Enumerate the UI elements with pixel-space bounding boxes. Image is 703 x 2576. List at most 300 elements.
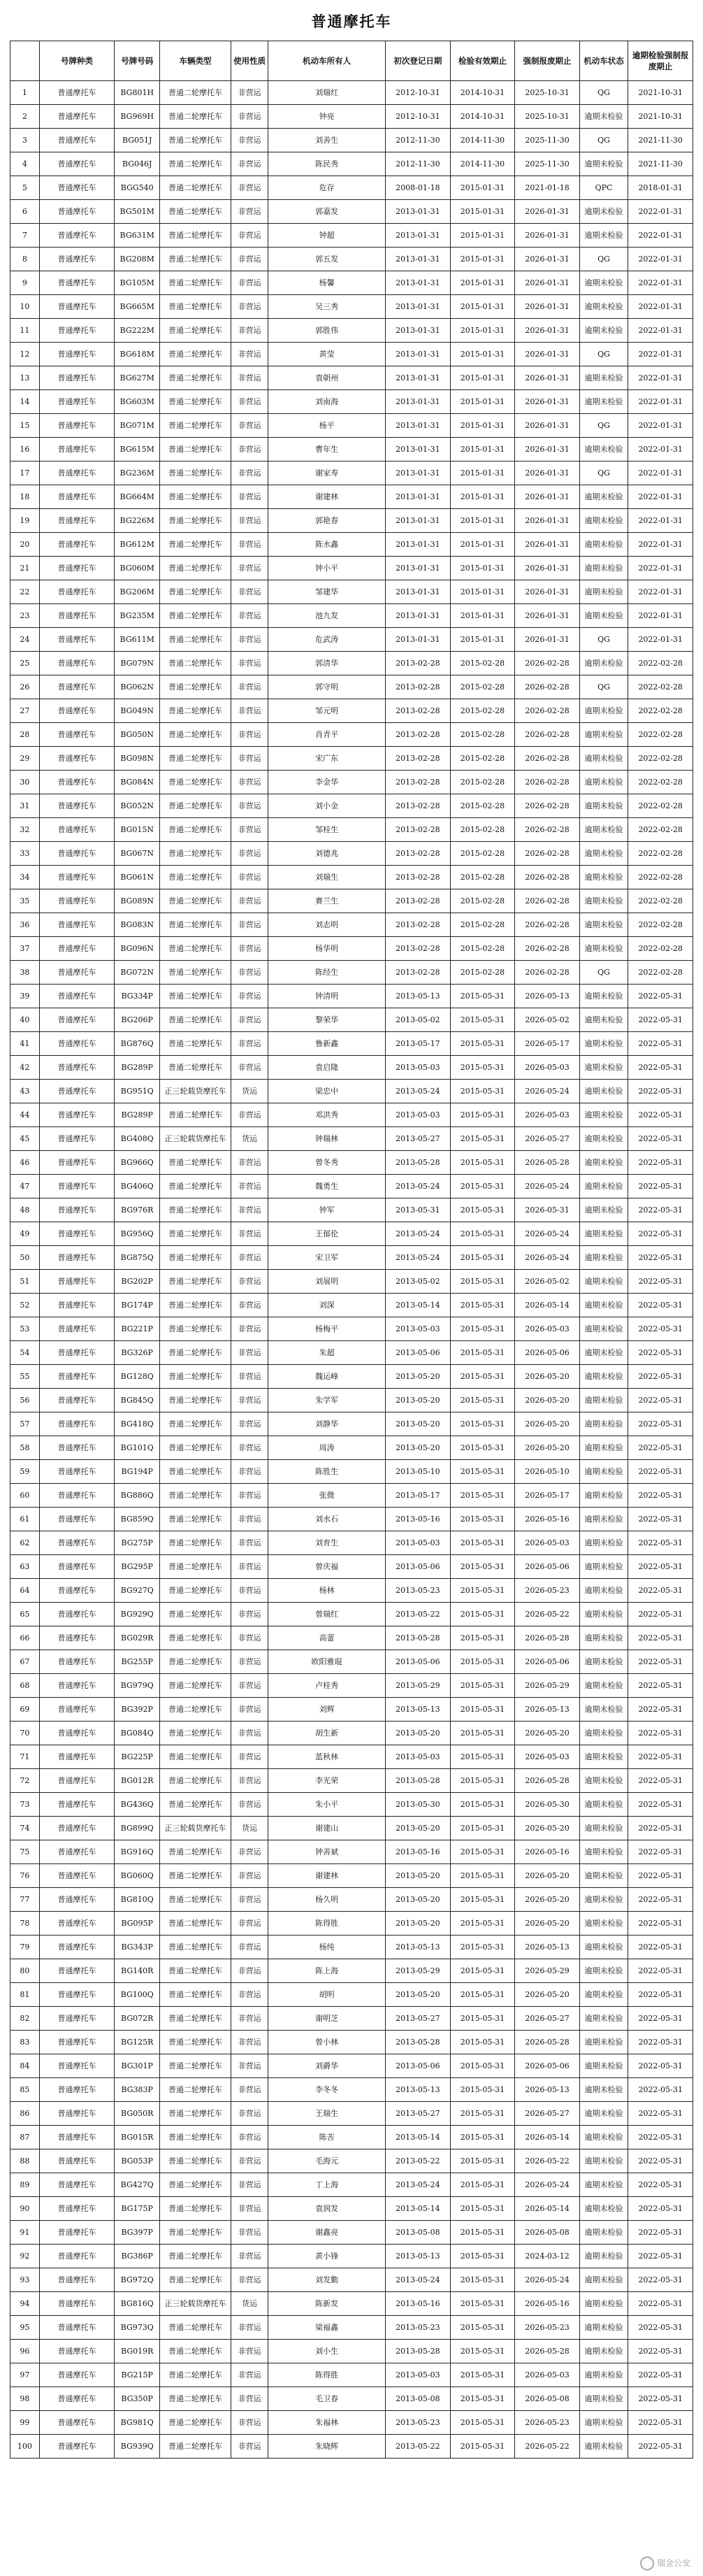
cell-owner: 刘辉 (268, 1698, 386, 1722)
cell-index: 4 (10, 152, 40, 176)
cell-plate-type: 普通摩托车 (39, 2387, 115, 2411)
cell-mandatory-scrap-date: 2026-01-31 (515, 485, 580, 509)
cell-plate-type: 普通摩托车 (39, 1912, 115, 1935)
cell-plate-number: BG289P (115, 1056, 160, 1080)
cell-plate-type: 普通摩托车 (39, 390, 115, 414)
cell-usage: 非营运 (231, 1294, 268, 1317)
cell-plate-number: BG060Q (115, 1864, 160, 1888)
cell-first-registration: 2013-05-02 (386, 1270, 451, 1294)
cell-vehicle-status: 逾期未检验 (579, 1341, 628, 1365)
cell-plate-type: 普通摩托车 (39, 533, 115, 557)
table-row (10, 1745, 693, 1769)
cell-inspection-valid-until: 2015-01-31 (450, 295, 515, 319)
cell-first-registration: 2013-05-17 (386, 1484, 451, 1508)
cell-mandatory-scrap-date: 2026-05-10 (515, 1460, 580, 1484)
cell-vehicle-status: 逾期未检验 (579, 771, 628, 794)
cell-owner: 池九发 (268, 604, 386, 628)
cell-vehicle-status: 逾期未检验 (579, 1817, 628, 1840)
cell-first-registration: 2013-01-31 (386, 509, 451, 533)
cell-index: 14 (10, 390, 40, 414)
cell-vehicle-type: 普通二轮摩托车 (160, 152, 231, 176)
cell-first-registration: 2013-05-29 (386, 1959, 451, 1983)
cell-first-registration: 2013-05-03 (386, 1103, 451, 1127)
cell-plate-type: 普通摩托车 (39, 2031, 115, 2054)
cell-plate-number: BG206P (115, 1008, 160, 1032)
table-row (10, 2435, 693, 2459)
cell-owner: 李冬冬 (268, 2078, 386, 2102)
cell-usage: 非营运 (231, 747, 268, 771)
table-row (10, 1103, 693, 1127)
cell-owner: 宋卫军 (268, 1246, 386, 1270)
cell-vehicle-status: 逾期未检验 (579, 1722, 628, 1745)
table-row (10, 1008, 693, 1032)
cell-first-registration: 2013-01-31 (386, 390, 451, 414)
cell-mandatory-scrap-date: 2026-05-20 (515, 1389, 580, 1412)
table-row (10, 723, 693, 747)
cell-plate-number: BG603M (115, 390, 160, 414)
cell-overdue-scrap-date: 2022-05-31 (628, 2292, 693, 2316)
cell-inspection-valid-until: 2015-02-28 (450, 675, 515, 699)
cell-first-registration: 2013-05-20 (386, 1389, 451, 1412)
cell-vehicle-type: 普通二轮摩托车 (160, 1056, 231, 1080)
cell-usage: 非营运 (231, 1722, 268, 1745)
cell-vehicle-status: QG (579, 628, 628, 652)
cell-inspection-valid-until: 2015-05-31 (450, 1722, 515, 1745)
cell-vehicle-type: 普通二轮摩托车 (160, 866, 231, 889)
cell-owner: 刘水石 (268, 1508, 386, 1531)
cell-first-registration: 2013-05-03 (386, 1531, 451, 1555)
cell-plate-type: 普通摩托车 (39, 1959, 115, 1983)
cell-overdue-scrap-date: 2022-05-31 (628, 2435, 693, 2459)
cell-index: 71 (10, 1745, 40, 1769)
cell-mandatory-scrap-date: 2026-05-28 (515, 1769, 580, 1793)
cell-index: 24 (10, 628, 40, 652)
cell-inspection-valid-until: 2015-05-31 (450, 1080, 515, 1103)
cell-vehicle-status: 逾期未检验 (579, 2197, 628, 2221)
cell-usage: 非营运 (231, 2031, 268, 2054)
cell-plate-type: 普通摩托车 (39, 557, 115, 580)
cell-vehicle-type: 普通二轮摩托车 (160, 81, 231, 105)
cell-owner: 郭胜伟 (268, 319, 386, 343)
cell-plate-number: BG810Q (115, 1888, 160, 1912)
cell-usage: 非营运 (231, 1222, 268, 1246)
cell-mandatory-scrap-date: 2026-05-28 (515, 2340, 580, 2363)
cell-plate-type: 普通摩托车 (39, 248, 115, 271)
cell-owner: 肖青平 (268, 723, 386, 747)
cell-first-registration: 2013-02-28 (386, 818, 451, 842)
cell-mandatory-scrap-date: 2026-05-17 (515, 1032, 580, 1056)
cell-index: 37 (10, 937, 40, 961)
cell-plate-type: 普通摩托车 (39, 889, 115, 913)
cell-usage: 非营运 (231, 2173, 268, 2197)
cell-overdue-scrap-date: 2022-01-31 (628, 414, 693, 438)
cell-plate-type: 普通摩托车 (39, 1888, 115, 1912)
cell-vehicle-type: 普通二轮摩托车 (160, 604, 231, 628)
cell-usage: 非营运 (231, 1935, 268, 1959)
cell-first-registration: 2013-05-28 (386, 1769, 451, 1793)
table-row (10, 1817, 693, 1840)
table-row (10, 747, 693, 771)
cell-usage: 非营运 (231, 248, 268, 271)
cell-first-registration: 2013-02-28 (386, 794, 451, 818)
cell-index: 63 (10, 1555, 40, 1579)
header-index (10, 41, 40, 81)
cell-overdue-scrap-date: 2022-05-31 (628, 2221, 693, 2245)
cell-owner: 袁启隆 (268, 1056, 386, 1080)
cell-first-registration: 2013-05-28 (386, 2031, 451, 2054)
cell-plate-number: BG427Q (115, 2173, 160, 2197)
cell-vehicle-status: 逾期未检验 (579, 2054, 628, 2078)
cell-inspection-valid-until: 2015-05-31 (450, 2054, 515, 2078)
cell-owner: 袁朝州 (268, 366, 386, 390)
cell-vehicle-type: 正三轮载货摩托车 (160, 1080, 231, 1103)
cell-vehicle-status: 逾期未检验 (579, 2268, 628, 2292)
cell-plate-number: BG397P (115, 2221, 160, 2245)
cell-plate-type: 普通摩托车 (39, 1460, 115, 1484)
cell-first-registration: 2013-02-28 (386, 866, 451, 889)
cell-index: 85 (10, 2078, 40, 2102)
table-row (10, 985, 693, 1008)
cell-plate-type: 普通摩托车 (39, 105, 115, 129)
cell-vehicle-type: 普通二轮摩托车 (160, 1935, 231, 1959)
cell-plate-type: 普通摩托车 (39, 1722, 115, 1745)
cell-owner: 杨久明 (268, 1888, 386, 1912)
cell-index: 91 (10, 2221, 40, 2245)
cell-index: 60 (10, 1484, 40, 1508)
cell-owner: 郭清华 (268, 652, 386, 675)
table-row (10, 2031, 693, 2054)
cell-inspection-valid-until: 2015-05-31 (450, 1817, 515, 1840)
cell-index: 96 (10, 2340, 40, 2363)
cell-first-registration: 2008-01-18 (386, 176, 451, 200)
cell-owner: 吴三秀 (268, 295, 386, 319)
cell-plate-type: 普通摩托车 (39, 271, 115, 295)
cell-plate-number: BG062N (115, 675, 160, 699)
cell-owner: 胡生新 (268, 1722, 386, 1745)
cell-index: 1 (10, 81, 40, 105)
cell-plate-number: BG029R (115, 1626, 160, 1650)
cell-owner: 刘南海 (268, 390, 386, 414)
cell-first-registration: 2013-01-31 (386, 319, 451, 343)
cell-plate-number: BG618M (115, 343, 160, 366)
cell-vehicle-status: 逾期未检验 (579, 1294, 628, 1317)
cell-vehicle-status: 逾期未检验 (579, 152, 628, 176)
cell-owner: 朱福林 (268, 2411, 386, 2435)
cell-vehicle-type: 正三轮载货摩托车 (160, 1127, 231, 1151)
cell-vehicle-status: 逾期未检验 (579, 1151, 628, 1175)
cell-plate-type: 普通摩托车 (39, 2126, 115, 2149)
cell-first-registration: 2013-05-20 (386, 1365, 451, 1389)
cell-usage: 非营运 (231, 1412, 268, 1436)
cell-vehicle-type: 普通二轮摩托车 (160, 985, 231, 1008)
cell-usage: 非营运 (231, 866, 268, 889)
cell-usage: 非营运 (231, 1912, 268, 1935)
cell-first-registration: 2012-11-30 (386, 152, 451, 176)
cell-plate-number: BG899Q (115, 1817, 160, 1840)
cell-plate-number: BG100Q (115, 1983, 160, 2007)
cell-plate-type: 普通摩托车 (39, 414, 115, 438)
cell-plate-type: 普通摩托车 (39, 1579, 115, 1603)
cell-overdue-scrap-date: 2022-02-28 (628, 652, 693, 675)
cell-index: 15 (10, 414, 40, 438)
cell-usage: 非营运 (231, 2197, 268, 2221)
cell-index: 92 (10, 2245, 40, 2268)
cell-vehicle-type: 普通二轮摩托车 (160, 509, 231, 533)
cell-vehicle-status: 逾期未检验 (579, 390, 628, 414)
cell-mandatory-scrap-date: 2026-02-28 (515, 818, 580, 842)
cell-vehicle-type: 普通二轮摩托车 (160, 1674, 231, 1698)
cell-vehicle-status: 逾期未检验 (579, 2007, 628, 2031)
cell-vehicle-status: 逾期未检验 (579, 1056, 628, 1080)
cell-overdue-scrap-date: 2021-11-30 (628, 129, 693, 152)
cell-vehicle-status: QPC (579, 176, 628, 200)
cell-vehicle-type: 普通二轮摩托车 (160, 2149, 231, 2173)
cell-plate-number: BG436Q (115, 1793, 160, 1817)
cell-mandatory-scrap-date: 2026-05-13 (515, 1698, 580, 1722)
cell-vehicle-type: 普通二轮摩托车 (160, 1294, 231, 1317)
cell-plate-number: BG125R (115, 2031, 160, 2054)
cell-owner: 黎荣华 (268, 1008, 386, 1032)
cell-inspection-valid-until: 2015-01-31 (450, 414, 515, 438)
cell-index: 80 (10, 1959, 40, 1983)
cell-plate-type: 普通摩托车 (39, 1389, 115, 1412)
cell-vehicle-type: 普通二轮摩托车 (160, 2411, 231, 2435)
cell-overdue-scrap-date: 2022-05-31 (628, 1626, 693, 1650)
cell-owner: 陈民秀 (268, 152, 386, 176)
cell-first-registration: 2013-05-24 (386, 1246, 451, 1270)
table-row (10, 1508, 693, 1531)
cell-plate-number: BGG540 (115, 176, 160, 200)
cell-owner: 刘瑞生 (268, 866, 386, 889)
cell-index: 19 (10, 509, 40, 533)
cell-first-registration: 2013-01-31 (386, 533, 451, 557)
cell-inspection-valid-until: 2015-05-31 (450, 2173, 515, 2197)
cell-plate-number: BG929Q (115, 1603, 160, 1626)
cell-owner: 杨林 (268, 1579, 386, 1603)
cell-index: 55 (10, 1365, 40, 1389)
cell-inspection-valid-until: 2015-05-31 (450, 1198, 515, 1222)
cell-plate-type: 普通摩托车 (39, 1294, 115, 1317)
cell-usage: 货运 (231, 2292, 268, 2316)
cell-inspection-valid-until: 2015-05-31 (450, 2245, 515, 2268)
cell-owner: 毛海元 (268, 2149, 386, 2173)
cell-owner: 朱晓辉 (268, 2435, 386, 2459)
cell-inspection-valid-until: 2015-01-31 (450, 438, 515, 461)
cell-index: 87 (10, 2126, 40, 2149)
cell-plate-number: BG927Q (115, 1579, 160, 1603)
cell-plate-number: BG067N (115, 842, 160, 866)
cell-first-registration: 2013-05-14 (386, 2126, 451, 2149)
cell-usage: 非营运 (231, 675, 268, 699)
cell-first-registration: 2013-01-31 (386, 271, 451, 295)
cell-mandatory-scrap-date: 2026-05-22 (515, 2149, 580, 2173)
cell-inspection-valid-until: 2015-02-28 (450, 842, 515, 866)
cell-mandatory-scrap-date: 2026-05-14 (515, 2126, 580, 2149)
cell-plate-number: BG615M (115, 438, 160, 461)
table-row (10, 2007, 693, 2031)
cell-plate-number: BG072N (115, 961, 160, 985)
cell-overdue-scrap-date: 2022-05-31 (628, 2007, 693, 2031)
cell-owner: 王瑞生 (268, 2102, 386, 2126)
cell-index: 7 (10, 224, 40, 248)
cell-index: 84 (10, 2054, 40, 2078)
cell-inspection-valid-until: 2015-05-31 (450, 2292, 515, 2316)
cell-inspection-valid-until: 2015-02-28 (450, 937, 515, 961)
cell-index: 23 (10, 604, 40, 628)
cell-plate-number: BG012R (115, 1769, 160, 1793)
cell-inspection-valid-until: 2015-01-31 (450, 533, 515, 557)
cell-inspection-valid-until: 2015-05-31 (450, 1912, 515, 1935)
cell-owner: 梁忠中 (268, 1080, 386, 1103)
cell-mandatory-scrap-date: 2026-01-31 (515, 295, 580, 319)
cell-inspection-valid-until: 2015-01-31 (450, 319, 515, 343)
table-row (10, 2126, 693, 2149)
cell-first-registration: 2013-05-20 (386, 1888, 451, 1912)
cell-index: 32 (10, 818, 40, 842)
cell-plate-type: 普通摩托车 (39, 295, 115, 319)
cell-first-registration: 2013-05-10 (386, 1460, 451, 1484)
cell-first-registration: 2013-05-22 (386, 1603, 451, 1626)
cell-first-registration: 2013-05-23 (386, 1579, 451, 1603)
cell-plate-type: 普通摩托车 (39, 176, 115, 200)
cell-inspection-valid-until: 2015-05-31 (450, 2316, 515, 2340)
cell-vehicle-type: 普通二轮摩托车 (160, 1888, 231, 1912)
cell-mandatory-scrap-date: 2026-05-08 (515, 2387, 580, 2411)
cell-first-registration: 2013-01-31 (386, 366, 451, 390)
cell-first-registration: 2013-05-23 (386, 2316, 451, 2340)
cell-vehicle-status: 逾期未检验 (579, 1840, 628, 1864)
cell-inspection-valid-until: 2015-05-31 (450, 1294, 515, 1317)
cell-overdue-scrap-date: 2022-05-31 (628, 1508, 693, 1531)
cell-vehicle-status: 逾期未检验 (579, 2245, 628, 2268)
cell-vehicle-status: QG (579, 248, 628, 271)
cell-plate-type: 普通摩托车 (39, 1745, 115, 1769)
cell-mandatory-scrap-date: 2026-05-28 (515, 1151, 580, 1175)
cell-plate-number: BG019R (115, 2340, 160, 2363)
cell-index: 64 (10, 1579, 40, 1603)
cell-vehicle-type: 普通二轮摩托车 (160, 652, 231, 675)
cell-vehicle-type: 普通二轮摩托车 (160, 1222, 231, 1246)
cell-inspection-valid-until: 2015-05-31 (450, 1864, 515, 1888)
cell-plate-number: BG383P (115, 2078, 160, 2102)
cell-vehicle-type: 普通二轮摩托车 (160, 1317, 231, 1341)
cell-overdue-scrap-date: 2021-10-31 (628, 105, 693, 129)
table-row (10, 1674, 693, 1698)
cell-overdue-scrap-date: 2022-05-31 (628, 2173, 693, 2197)
cell-vehicle-type: 普通二轮摩托车 (160, 2031, 231, 2054)
cell-owner: 钟瑞林 (268, 1127, 386, 1151)
cell-first-registration: 2013-05-02 (386, 1008, 451, 1032)
cell-index: 22 (10, 580, 40, 604)
cell-usage: 非营运 (231, 2221, 268, 2245)
cell-first-registration: 2013-01-31 (386, 485, 451, 509)
cell-overdue-scrap-date: 2022-05-31 (628, 1888, 693, 1912)
cell-plate-number: BG046J (115, 152, 160, 176)
cell-vehicle-status: 逾期未检验 (579, 1080, 628, 1103)
cell-overdue-scrap-date: 2022-05-31 (628, 1531, 693, 1555)
cell-plate-type: 普通摩托车 (39, 985, 115, 1008)
cell-mandatory-scrap-date: 2026-05-29 (515, 1959, 580, 1983)
cell-vehicle-status: 逾期未检验 (579, 2173, 628, 2197)
table-row (10, 1722, 693, 1745)
cell-owner: 郭守明 (268, 675, 386, 699)
cell-usage: 非营运 (231, 1008, 268, 1032)
cell-vehicle-status: QG (579, 343, 628, 366)
cell-plate-number: BG408Q (115, 1127, 160, 1151)
cell-mandatory-scrap-date: 2026-05-20 (515, 1864, 580, 1888)
cell-mandatory-scrap-date: 2026-02-28 (515, 913, 580, 937)
cell-overdue-scrap-date: 2022-05-31 (628, 1603, 693, 1626)
cell-vehicle-status: 逾期未检验 (579, 1555, 628, 1579)
cell-usage: 非营运 (231, 913, 268, 937)
cell-plate-number: BG664M (115, 485, 160, 509)
cell-plate-number: BG386P (115, 2245, 160, 2268)
cell-vehicle-status: 逾期未检验 (579, 1579, 628, 1603)
cell-plate-number: BG859Q (115, 1508, 160, 1531)
cell-mandatory-scrap-date: 2026-05-03 (515, 1531, 580, 1555)
cell-mandatory-scrap-date: 2026-05-23 (515, 2316, 580, 2340)
cell-overdue-scrap-date: 2022-02-28 (628, 961, 693, 985)
header-overdue-scrap-date: 逾期检验强制报废期止 (628, 41, 693, 81)
cell-overdue-scrap-date: 2022-05-31 (628, 1032, 693, 1056)
cell-first-registration: 2013-02-28 (386, 937, 451, 961)
cell-usage: 非营运 (231, 1840, 268, 1864)
cell-vehicle-type: 普通二轮摩托车 (160, 1722, 231, 1745)
cell-owner: 朱学军 (268, 1389, 386, 1412)
table-row (10, 652, 693, 675)
cell-plate-number: BG208M (115, 248, 160, 271)
cell-usage: 非营运 (231, 2387, 268, 2411)
cell-plate-type: 普通摩托车 (39, 1484, 115, 1508)
cell-owner: 黄莹 (268, 343, 386, 366)
cell-usage: 非营运 (231, 366, 268, 390)
cell-owner: 丁上海 (268, 2173, 386, 2197)
cell-vehicle-type: 普通二轮摩托车 (160, 2007, 231, 2031)
cell-plate-type: 普通摩托车 (39, 343, 115, 366)
cell-usage: 非营运 (231, 1246, 268, 1270)
cell-first-registration: 2013-01-31 (386, 628, 451, 652)
cell-inspection-valid-until: 2015-01-31 (450, 366, 515, 390)
table-row (10, 699, 693, 723)
cell-inspection-valid-until: 2015-01-31 (450, 580, 515, 604)
table-row (10, 1531, 693, 1555)
cell-mandatory-scrap-date: 2026-05-24 (515, 1222, 580, 1246)
watermark-text: 瑞金公安 (656, 2558, 690, 2568)
cell-owner: 梁福鑫 (268, 2316, 386, 2340)
cell-overdue-scrap-date: 2022-01-31 (628, 200, 693, 224)
cell-inspection-valid-until: 2015-05-31 (450, 1531, 515, 1555)
cell-vehicle-status: 逾期未检验 (579, 2316, 628, 2340)
cell-vehicle-status: 逾期未检验 (579, 1032, 628, 1056)
cell-usage: 非营运 (231, 2149, 268, 2173)
cell-plate-number: BG875Q (115, 1246, 160, 1270)
cell-vehicle-status: 逾期未检验 (579, 1365, 628, 1389)
cell-inspection-valid-until: 2015-01-31 (450, 271, 515, 295)
cell-inspection-valid-until: 2015-05-31 (450, 2435, 515, 2459)
cell-mandatory-scrap-date: 2026-05-02 (515, 1270, 580, 1294)
cell-mandatory-scrap-date: 2026-05-08 (515, 2221, 580, 2245)
cell-plate-number: BG053P (115, 2149, 160, 2173)
cell-vehicle-type: 普通二轮摩托车 (160, 438, 231, 461)
cell-inspection-valid-until: 2015-05-31 (450, 2387, 515, 2411)
cell-overdue-scrap-date: 2022-05-31 (628, 1983, 693, 2007)
cell-overdue-scrap-date: 2022-02-28 (628, 889, 693, 913)
table-row (10, 176, 693, 200)
cell-first-registration: 2013-05-20 (386, 1436, 451, 1460)
cell-usage: 非营运 (231, 652, 268, 675)
cell-owner: 胡明 (268, 1983, 386, 2007)
cell-overdue-scrap-date: 2021-11-30 (628, 152, 693, 176)
